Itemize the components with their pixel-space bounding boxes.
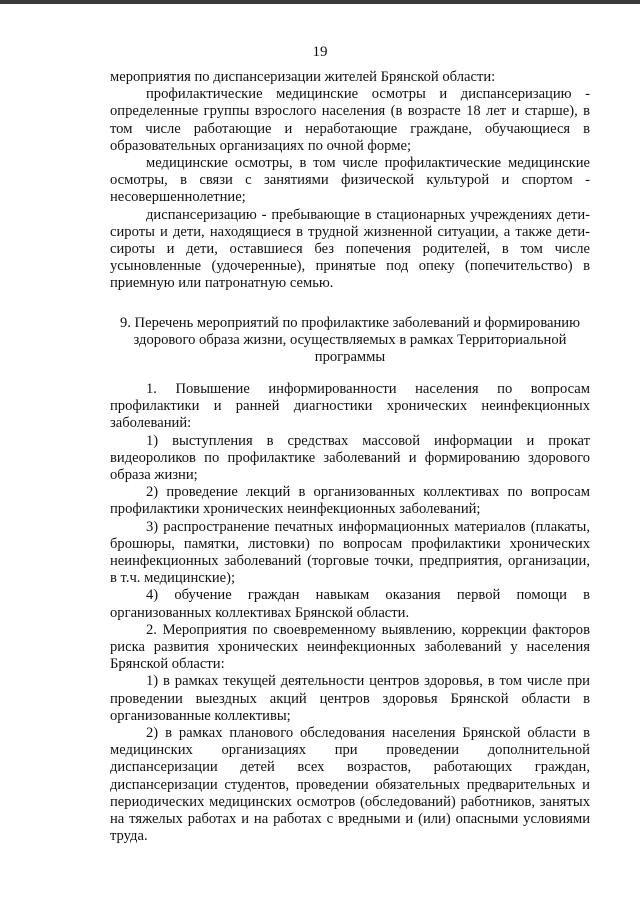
measure-paragraph: 1) в рамках текущей деятельности центров здоровья, в том числе при проведении выездных акций центров здоровья Брянской области в организованные коллективы; bbox=[110, 673, 590, 724]
measure-paragraph: 2) в рамках планового обследования населения Брянской области в медицинских организациях при проведении дополнительной диспансеризации детей всех возрастов, работающих граждан, диспансеризации студентов, проведении обязательных предварительных и периодических медицинских осмотров (обследований) работников, занятых на тяжелых работах и на работах с вредными и (или) опасными условиями труда. bbox=[110, 725, 590, 845]
intro-block bbox=[110, 69, 590, 293]
measure-paragraph: 2) проведение лекций в организованных коллективах по вопросам профилактики хронических неинфекционных заболеваний; bbox=[110, 484, 590, 518]
intro-paragraph: медицинские осмотры, в том числе профилактические медицинские осмотры, в связи с занятиями физической культурой и спортом - несовершеннолетние; bbox=[110, 155, 590, 206]
section-heading: 9. Перечень мероприятий по профилактике заболеваний и формированию здорового образа жизни, осуществляемых в рамках Территориальной программы bbox=[119, 315, 581, 366]
intro-paragraph: мероприятия по диспансеризации жителей Брянской области: bbox=[110, 69, 496, 85]
measures-block bbox=[110, 381, 590, 845]
measure-paragraph: 2. Мероприятия по своевременному выявлению, коррекции факторов риска развития хронических неинфекционных заболеваний у населения Брянской области: bbox=[110, 621, 590, 673]
measure-paragraph: 1) выступления в средствах массовой информации и прокат видеороликов по профилактике заболеваний и формированию здорового образа жизни; bbox=[110, 432, 590, 484]
page-number: 19 bbox=[312, 44, 328, 60]
measure-paragraph: 3) распространение печатных информационных материалов (плакаты, брошюры, памятки, листовки) по вопросам профилактики хронических неинфекционных заболеваний (торговые точки, предприятия, организации, в т.ч. медицинские); bbox=[110, 518, 590, 587]
intro-paragraph: профилактические медицинские осмотры и диспансеризацию - определенные группы взрослого населения (в возрасте 18 лет и старше), в том числе работающие и неработающие граждане, обучающиеся в образовательных организациях по очной форме; bbox=[110, 86, 590, 154]
measure-paragraph: 1. Повышение информированности населения по вопросам профилактики и ранней диагностики хронических неинфекционных заболеваний: bbox=[110, 381, 590, 432]
intro-paragraph: диспансеризацию - пребывающие в стационарных учреждениях дети-сироты и дети, находящиеся в трудной жизненной ситуации, а также дети-сироты и дети, оставшиеся без попечения родителей, в том числе усыновленные (удочеренные), принятые под опеку (попечительство) в приемную или патронатную семью. bbox=[110, 206, 590, 292]
measure-paragraph: 4) обучение граждан навыкам оказания первой помощи в организованных коллективах Брянской области. bbox=[110, 587, 590, 621]
